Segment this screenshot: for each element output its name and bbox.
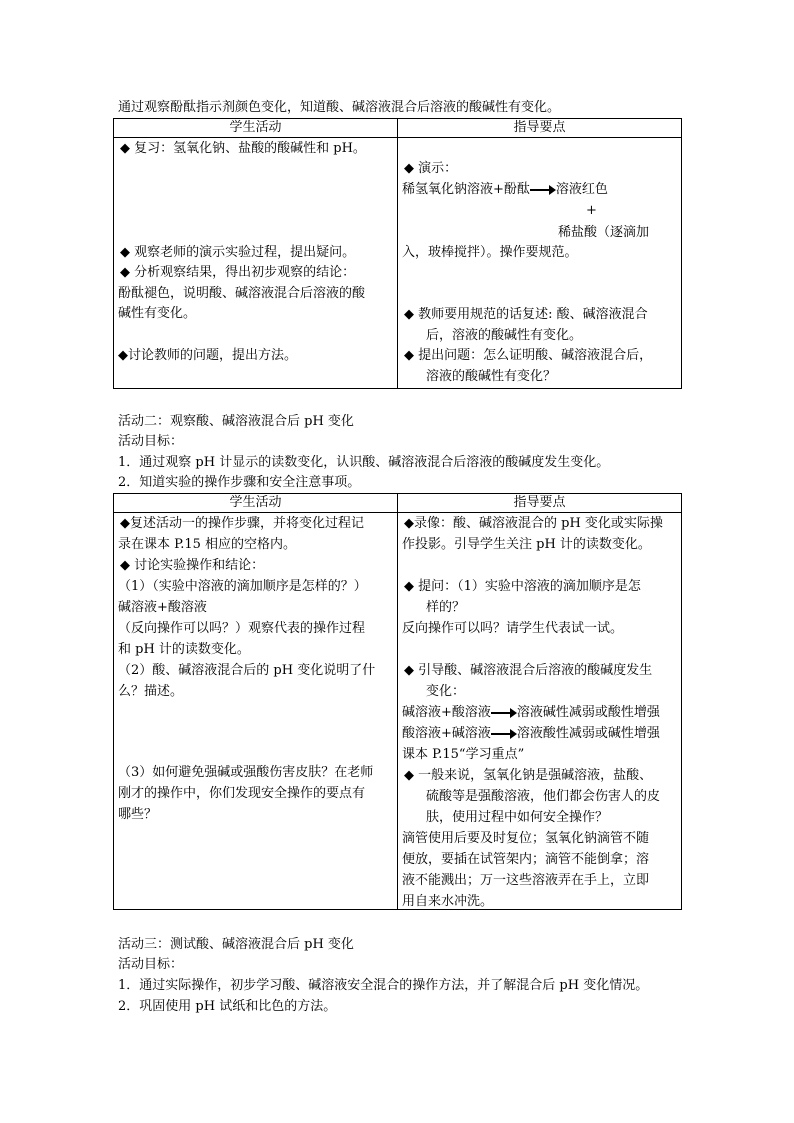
reactant-text: 酸溶液+碱溶液 <box>402 726 491 741</box>
reactant-text: 稀氢氧化钠溶液+酚酞 <box>402 182 530 197</box>
activity1-table <box>113 118 682 389</box>
table2-header-guidance: 指导要点 <box>398 494 682 513</box>
arrow-icon <box>491 708 517 718</box>
student-item: （2）酸、碱溶液混合后的 pH 变化说明了什 <box>118 663 376 678</box>
guidance-item: 作投影。引导学生关注 pH 计的读数变化。 <box>402 537 651 552</box>
guidance-item: 课本 P.15“学习重点” <box>402 747 525 762</box>
intro-text: 通过观察酚酞指示剂颜色变化，知道酸、碱溶液混合后溶液的酸碱性有变化。 <box>118 100 561 115</box>
student-item: 录在课本 P.15 相应的空格内。 <box>118 537 297 552</box>
product-text: 溶液碱性减弱或酸性增强 <box>516 705 660 720</box>
guidance-item: 变化： <box>426 684 466 699</box>
guidance-item: ◆ 引导酸、碱溶液混合后溶液的酸碱度发生 <box>404 663 653 678</box>
guidance-item: 稀盐酸（逐滴加 <box>558 225 650 240</box>
guidance-item: ◆录像：酸、碱溶液混合的 pH 变化或实际操 <box>404 516 663 531</box>
student-item: 刚才的操作中，你们发现安全操作的要点有 <box>118 786 366 801</box>
table1-header-student: 学生活动 <box>114 119 398 138</box>
guidance-item: 肤，使用过程中如何安全操作？ <box>426 810 609 825</box>
guidance-item: ◆ 一般来说，氢氧化钠是强碱溶液，盐酸、 <box>404 768 653 783</box>
student-item: ◆ 复习：氢氧化钠、盐酸的酸碱性和 pH。 <box>120 141 366 156</box>
student-item: （反向操作可以吗？）观察代表的操作过程 <box>118 621 366 636</box>
product-text: 溶液酸性减弱或碱性增强 <box>516 726 660 741</box>
activity2-title: 活动二：观察酸、碱溶液混合后 pH 变化 <box>118 414 354 429</box>
student-item: ◆ 观察老师的演示实验过程，提出疑问。 <box>120 245 356 260</box>
activity3-goal: 2．巩固使用 pH 试纸和比色的方法。 <box>118 999 337 1014</box>
student-item: 碱溶液+酸溶液 <box>118 600 207 615</box>
arrow-icon <box>491 729 517 739</box>
activity2-goal: 1．通过观察 pH 计显示的读数变化，认识酸、碱溶液混合后溶液的酸碱度发生变化。 <box>118 455 610 470</box>
activity2-table <box>113 493 682 910</box>
guidance-item: 硫酸等是强酸溶液，他们都会伤害人的皮 <box>426 789 661 804</box>
reaction-line <box>402 725 660 743</box>
guidance-item: 后，溶液的酸碱性有变化。 <box>426 328 583 343</box>
activity2-goal-label: 活动目标： <box>118 434 184 449</box>
student-item: ◆ 讨论实验操作和结论： <box>120 558 265 573</box>
student-item: ◆ 分析观察结果，得出初步观察的结论： <box>120 265 356 280</box>
activity2-goal: 2．知道实验的操作步骤和安全注意事项。 <box>118 475 361 490</box>
reactant-text: 碱溶液+酸溶液 <box>402 705 491 720</box>
guidance-item: 滴管使用后要及时复位；氢氧化钠滴管不随 <box>402 831 650 846</box>
student-item: 哪些？ <box>118 807 158 822</box>
guidance-item: 样的？ <box>426 600 466 615</box>
reaction-line <box>402 704 660 722</box>
student-item: 酚酞褪色，说明酸、碱溶液混合后溶液的酸 <box>118 286 366 301</box>
guidance-item: ◆ 提问：（1）实验中溶液的滴加顺序是怎 <box>404 579 641 594</box>
reaction-line <box>402 181 608 199</box>
activity3-title: 活动三：测试酸、碱溶液混合后 pH 变化 <box>118 937 354 952</box>
student-item: 和 pH 计的读数变化。 <box>118 642 250 657</box>
table2-guidance-cell <box>398 513 681 909</box>
guidance-item: ◆ 教师要用规范的话复述: 酸、碱溶液混合 <box>404 307 648 322</box>
activity3-goal: 1．通过实际操作，初步学习酸、碱溶液安全混合的操作方法，并了解混合后 pH 变化情况。 <box>118 978 649 993</box>
product-text: 溶液红色 <box>555 182 608 197</box>
table1-header-guidance: 指导要点 <box>398 119 682 138</box>
guidance-item: 便放，要插在试管架内；滴管不能倒拿；溶 <box>402 852 650 867</box>
guidance-item: 液不能溅出；万一这些溶液弄在手上，立即 <box>402 873 650 888</box>
student-item: （3）如何避免强碱或强酸伤害皮肤？在老师 <box>118 765 374 780</box>
guidance-item: 用自来水冲洗。 <box>402 894 494 909</box>
arrow-icon <box>530 185 556 195</box>
plus-sign: + <box>586 203 597 218</box>
table1-student-cell <box>114 138 397 388</box>
guidance-item: 反向操作可以吗？请学生代表试一试。 <box>402 621 624 636</box>
table1-guidance-cell <box>398 138 681 388</box>
table2-student-cell <box>114 513 397 909</box>
student-item: 碱性有变化。 <box>118 306 197 321</box>
guidance-item: 入，玻棒搅拌）。操作要规范。 <box>402 245 578 260</box>
student-item: （1）（实验中溶液的滴加顺序是怎样的？） <box>118 579 367 594</box>
guidance-item: 溶液的酸碱性有变化？ <box>426 369 557 384</box>
activity3-goal-label: 活动目标： <box>118 957 184 972</box>
guidance-item: ◆ 提出问题：怎么证明酸、碱溶液混合后， <box>404 348 653 363</box>
student-item: 么？描述。 <box>118 684 184 699</box>
table2-header-student: 学生活动 <box>114 494 398 513</box>
guidance-item: ◆ 演示： <box>404 161 458 176</box>
student-item: ◆讨论教师的问题，提出方法。 <box>118 348 297 363</box>
student-item: ◆复述活动一的操作步骤，并将变化过程记 <box>120 516 364 531</box>
